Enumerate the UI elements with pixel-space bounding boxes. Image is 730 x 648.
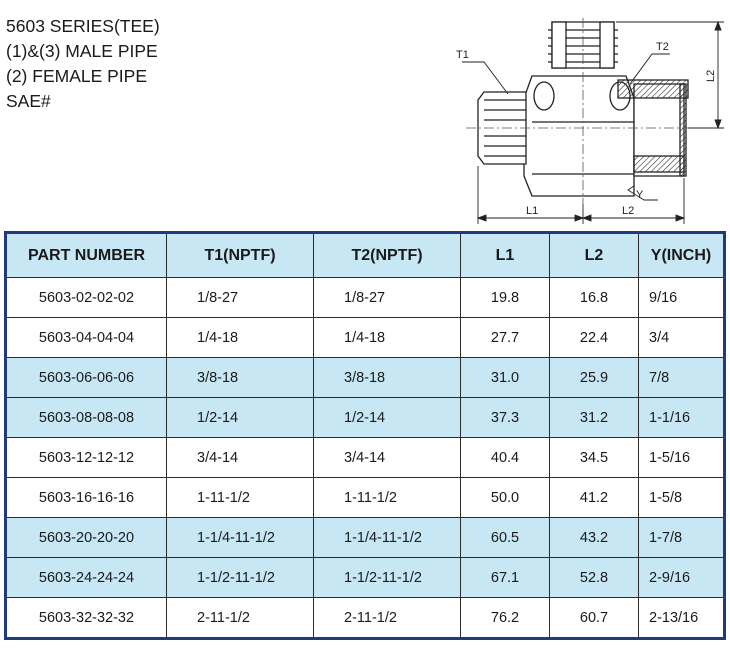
l2-dimension-label: L2 [622, 205, 635, 217]
table-row [6, 478, 725, 518]
t1-cell: 2-11-1/2 [167, 598, 314, 639]
table-row [6, 598, 725, 639]
l1-cell: 31.0 [461, 358, 550, 398]
t2-cell: 2-11-1/2 [314, 598, 461, 639]
l1-cell: 37.3 [461, 398, 550, 438]
series-title: 5603 SERIES(TEE) [6, 16, 160, 36]
l2-cell: 16.8 [550, 278, 639, 318]
table-header-row [6, 233, 725, 278]
l2-cell: 60.7 [550, 598, 639, 639]
sae-label: SAE# [6, 91, 51, 111]
t2-cell: 1-11-1/2 [314, 478, 461, 518]
part-number-cell: 5603-24-24-24 [6, 558, 167, 598]
table-row [6, 438, 725, 478]
t2-cell: 1/2-14 [314, 398, 461, 438]
y-cell: 2-9/16 [639, 558, 725, 598]
t2-label: T2 [656, 41, 669, 53]
header-l2: L2 [550, 233, 639, 278]
l2-cell: 43.2 [550, 518, 639, 558]
t1-cell: 1-1/2-11-1/2 [167, 558, 314, 598]
t1-label: T1 [456, 49, 469, 61]
port-2-description: (2) FEMALE PIPE [6, 66, 148, 86]
table-row [6, 318, 725, 358]
l2-cell: 34.5 [550, 438, 639, 478]
l2-cell: 25.9 [550, 358, 639, 398]
table-row [6, 358, 725, 398]
y-cell: 1-1/16 [639, 398, 725, 438]
l2-vertical-label: L2 [705, 69, 717, 82]
t2-cell: 1-1/2-11-1/2 [314, 558, 461, 598]
port-1-3-description: (1)&(3) MALE PIPE [6, 41, 158, 61]
t1-cell: 1/2-14 [167, 398, 314, 438]
table-row [6, 398, 725, 438]
l1-cell: 67.1 [461, 558, 550, 598]
y-cell: 1-7/8 [639, 518, 725, 558]
part-number-cell: 5603-12-12-12 [6, 438, 167, 478]
part-number-cell: 5603-08-08-08 [6, 398, 167, 438]
l1-cell: 76.2 [461, 598, 550, 639]
t1-cell: 1/4-18 [167, 318, 314, 358]
y-cell: 1-5/16 [639, 438, 725, 478]
header-t2: T2(NPTF) [314, 233, 461, 278]
t1-cell: 1/8-27 [167, 278, 314, 318]
l1-cell: 40.4 [461, 438, 550, 478]
l2-cell: 52.8 [550, 558, 639, 598]
y-cell: 1-5/8 [639, 478, 725, 518]
t1-cell: 3/8-18 [167, 358, 314, 398]
part-number-cell: 5603-06-06-06 [6, 358, 167, 398]
y-cell: 2-13/16 [639, 598, 725, 639]
t1-cell: 1-11-1/2 [167, 478, 314, 518]
title-block [6, 14, 160, 114]
t2-cell: 3/8-18 [314, 358, 461, 398]
y-cell: 3/4 [639, 318, 725, 358]
y-label: Y [636, 189, 644, 201]
y-cell: 9/16 [639, 278, 725, 318]
y-cell: 7/8 [639, 358, 725, 398]
l1-dimension-label: L1 [526, 205, 539, 217]
header-y: Y(INCH) [639, 233, 725, 278]
t2-cell: 1/4-18 [314, 318, 461, 358]
l2-cell: 22.4 [550, 318, 639, 358]
l2-cell: 41.2 [550, 478, 639, 518]
t2-cell: 3/4-14 [314, 438, 461, 478]
part-number-cell: 5603-04-04-04 [6, 318, 167, 358]
l1-cell: 50.0 [461, 478, 550, 518]
t1-cell: 3/4-14 [167, 438, 314, 478]
table-row [6, 558, 725, 598]
l1-cell: 27.7 [461, 318, 550, 358]
t2-cell: 1-1/4-11-1/2 [314, 518, 461, 558]
table-row [6, 278, 725, 318]
l2-cell: 31.2 [550, 398, 639, 438]
l1-cell: 19.8 [461, 278, 550, 318]
header-l1: L1 [461, 233, 550, 278]
tee-fitting-drawing [448, 18, 728, 230]
table-row [6, 518, 725, 558]
header-part-number: PART NUMBER [6, 233, 167, 278]
part-number-cell: 5603-02-02-02 [6, 278, 167, 318]
t1-cell: 1-1/4-11-1/2 [167, 518, 314, 558]
t2-cell: 1/8-27 [314, 278, 461, 318]
part-number-cell: 5603-16-16-16 [6, 478, 167, 518]
spec-table [4, 231, 726, 640]
part-number-cell: 5603-32-32-32 [6, 598, 167, 639]
l1-cell: 60.5 [461, 518, 550, 558]
header-t1: T1(NPTF) [167, 233, 314, 278]
part-number-cell: 5603-20-20-20 [6, 518, 167, 558]
